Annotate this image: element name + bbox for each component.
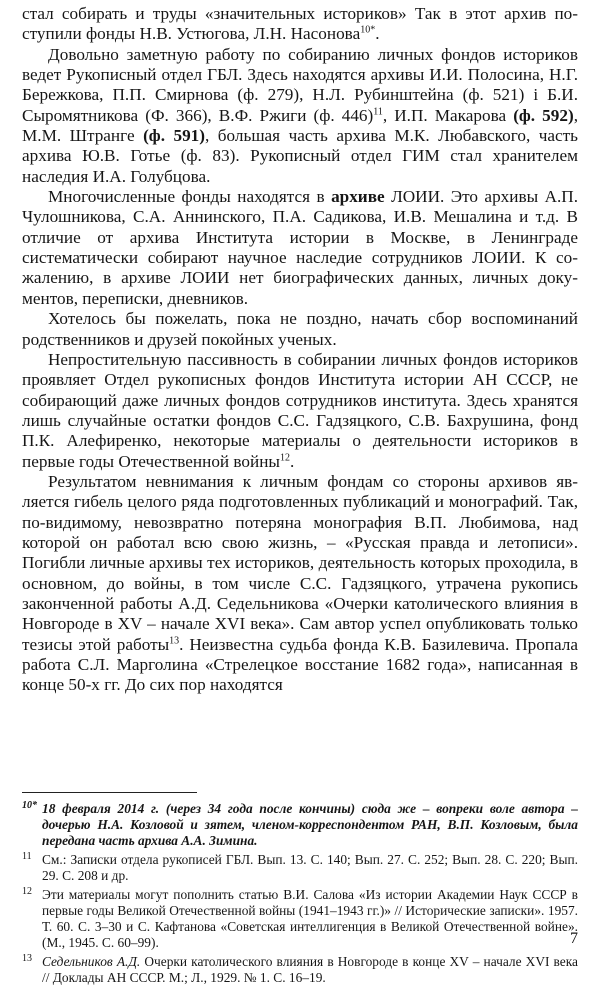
footnote-mark: 10* <box>22 800 37 811</box>
footnote-text: Очерки католического влияния в Новгороде в конце XV – начале XVI века // Доклады АН СССР. М.; Л., 1929. № 1. С. 16–19. <box>42 954 578 985</box>
bold-fragment: (ф. 591) <box>143 126 205 146</box>
text-fragment: . Неизвестна судьба фонда К.В. Базилевича. Пропала работа С.Л. Марголина «Стрелецкое восстание 1682 года», написанная в конце 50-х гг. До сих пор находятся <box>22 634 578 695</box>
bold-fragment: (ф. 592) <box>513 105 574 125</box>
text-fragment: . <box>289 451 295 471</box>
bold-fragment: архиве <box>331 187 385 207</box>
text-fragment: , М.М. Штранге <box>22 105 578 146</box>
footnote-text: См.: Записки отдела рукописей ГБЛ. Вып. 13. С. 140; Вып. 27. С. 252; Вып. 28. С. 220; Вып. 29. С. 208 и др. <box>42 852 578 883</box>
footnote-mark: 13 <box>22 953 32 964</box>
footnote-12 <box>22 887 578 951</box>
paragraph-p3 <box>22 187 578 309</box>
footnote-ref: 12 <box>279 451 290 463</box>
text-fragment: стал собирать и труды «значительных историков» Так в этот архив поступили фонды Н.В. Устюгова, Л.Н. Насонова <box>22 4 578 44</box>
main-text <box>22 4 578 696</box>
paragraph-p2 <box>22 45 578 187</box>
text-fragment: Довольно заметную работу по собиранию личных фондов историков ведет Рукописный отдел ГБЛ. Здесь находятся архивы И.И. Полосина, Н.Г. Бережкова, П.П. Смирнова (ф. 279), Н.Л. Рубинштейна (ф. 521) і Б.И. Сыромятникова (Ф. 366), В.Ф. Ржиги (ф. 446) <box>22 44 578 125</box>
paragraph-p5 <box>22 350 578 472</box>
paragraph-p1 <box>22 4 578 45</box>
footnote-ref: 10* <box>360 24 376 36</box>
text-fragment: Многочисленные фонды находятся в <box>48 187 332 207</box>
footnote-11 <box>22 852 578 884</box>
footnote-mark: 11 <box>22 851 32 862</box>
footnote-text: Эти материалы могут пополнить статью В.И. Салова «Из истории Академии Наук СССР в первые годы Великой Отечественной войны (1941–1943 гг.)» // Исторические записки». 1957. Т. 60. С. 3–30 и С. Кафтанова «Советская интеллигенция в Великой Отечественной войне». (М., 1945. С. 60–99). <box>42 887 578 950</box>
text-fragment: ЛОИИ. Это архивы А.П. Чулошникова, С.А. Аннинского, П.А. Садикова, И.В. Мешалина и т.д. В отличие от архива Института истории в Москве, в Ленинграде систематически собирают научное наследие сотрудников ЛОИИ. К сожалению, в архиве ЛОИИ нет биографических данных, личных документов, переписки, дневников. <box>22 187 578 308</box>
footnotes <box>22 801 578 989</box>
footnote-ref: 13 <box>169 634 180 646</box>
page-number: 7 <box>570 930 578 947</box>
footnote-author: Седельников А.Д. <box>42 954 141 969</box>
footnote-10star <box>22 801 578 849</box>
text-fragment: , большая часть архива М.К. Любавского, часть архива Ю.В. Готье (ф. 83). Рукописный отдел ГИМ стал хранителем наследия И.А. Голубцова. <box>22 126 579 186</box>
paragraph-p4 <box>22 309 578 350</box>
text-fragment: . <box>375 24 380 44</box>
footnote-mark: 12 <box>22 886 32 897</box>
footnote-separator <box>22 792 197 793</box>
text-fragment: , И.П. Макарова <box>382 105 514 125</box>
paragraph-p6 <box>22 472 578 696</box>
text-fragment: Непростительную пассивность в собирании личных фондов историков проявляет Отдел рукописных фондов Института истории АН СССР, не собирающий даже личных фондов сотрудников института. Здесь хранятся лишь случайные остатки фондов С.С. Гадзяцкого, С.В. Бахрушина, фонд П.К. Алефиренко, некоторые материалы о деятельности историков в первые годы Отечественной войны <box>22 349 578 471</box>
text-fragment: Хотелось бы пожелать, пока не поздно, начать сбор воспоминаний родственников и друзей покойных ученых. <box>22 309 578 349</box>
footnote-ref: 11 <box>373 105 383 117</box>
text-fragment: Результатом невнимания к личным фондам со стороны архивов является гибель целого ряда подготовленных публикаций и монографий. Так, по-видимому, невозвратно потеряна монография В.П. Любимова, над которой он работал всю свою жизнь, – «Русская правда и летописи». Погибли личные архивы тех историков, деятельность которых проходила, в основном, до войны, в том числе С.С. Гадзяцкого, утрачена рукопись законченной работы А.Д. Седельникова «Очерки католического влияния в Новгороде в XV – начале XVI века». Сам автор успел опубликовать только тезисы этой работы <box>22 471 578 654</box>
footnote-text: 18 февраля 2014 г. (через 34 года после кончины) сюда же – вопреки воле автора – дочерью Н.А. Козловой и зятем, членом-корреспондентом РАН, В.П. Козловым, была передана часть архива А.А. Зимина. <box>42 801 578 848</box>
